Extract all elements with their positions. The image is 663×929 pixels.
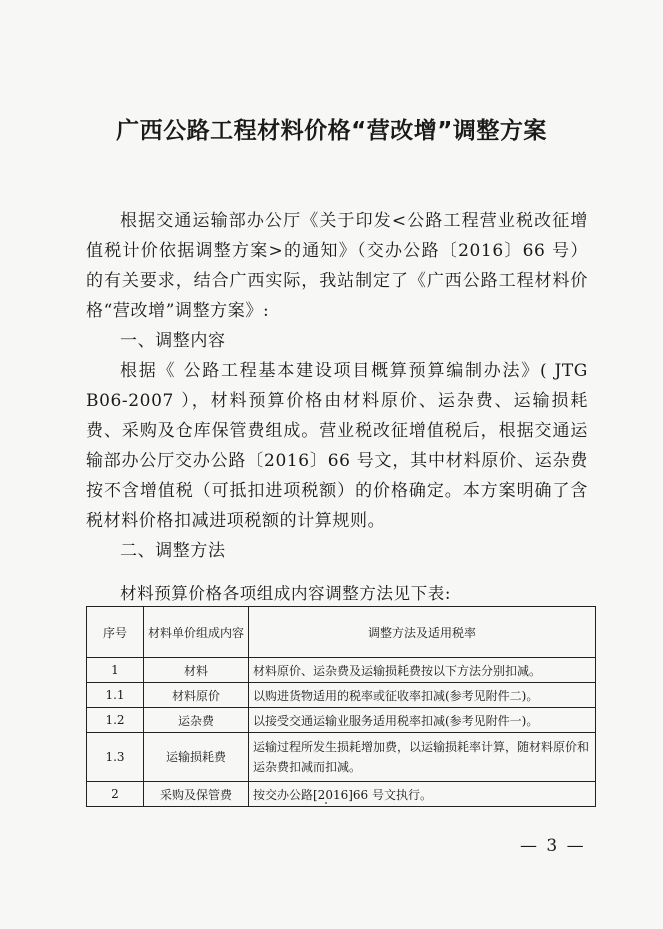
document-title: 广西公路工程材料价格“营改增”调整方案 bbox=[116, 118, 547, 144]
table-row bbox=[87, 683, 596, 708]
intro-paragraph: 根据交通运输部办公厅《关于印发<公路工程营业税改征增值税计价依据调整方案>的通知》（交办公路〔2016〕66 号）的有关要求，结合广西实际，我站制定了《广西公路工程材料价格“营改增”调整方案》: bbox=[86, 211, 588, 321]
row-seq: 1.3 bbox=[87, 733, 144, 782]
section-1-heading: 一、调整内容 bbox=[120, 331, 226, 351]
header-seq: 序号 bbox=[87, 607, 144, 658]
row-item: 材料原价 bbox=[144, 683, 249, 708]
table-row bbox=[87, 708, 596, 733]
header-method: 调整方法及适用税率 bbox=[249, 607, 596, 658]
row-method: 以购进货物适用的税率或征收率扣减(参考见附件二)。 bbox=[249, 683, 596, 708]
row-method: 按交办公路[2016]66 号文执行。 bbox=[249, 782, 596, 807]
page-number: — 3 — bbox=[520, 836, 586, 856]
section-1-paragraph: 根据《 公路工程基本建设项目概算预算编制办法》( JTG B06-2007 ），材料预算价格由材料原价、运杂费、运输损耗费、采购及仓库保管费组成。营业税改征增值税后，根据交通运输部办公厅交办公路〔2016〕66 号文，其中材料原价、运杂费按不含增值税（可抵扣进项税额）的价格确定。本方案明确了含税材料价格扣减进项税额的计算规则。 bbox=[86, 361, 588, 531]
table-row bbox=[87, 658, 596, 683]
row-seq: 1 bbox=[87, 658, 144, 683]
table-caption: 材料预算价格各项组成内容调整方法见下表: bbox=[120, 584, 452, 603]
row-seq: 2 bbox=[87, 782, 144, 807]
row-item: 材料 bbox=[144, 658, 249, 683]
adjustment-table bbox=[86, 606, 596, 807]
row-item: 运输损耗费 bbox=[144, 733, 249, 782]
row-item: 运杂费 bbox=[144, 708, 249, 733]
row-seq: 1.1 bbox=[87, 683, 144, 708]
table-row bbox=[87, 782, 596, 807]
row-method: 以接受交通运输业服务适用税率扣减(参考见附件一)。 bbox=[249, 708, 596, 733]
table-header-row bbox=[87, 607, 596, 658]
row-seq: 1.2 bbox=[87, 708, 144, 733]
document-body bbox=[86, 206, 588, 566]
header-item: 材料单价组成内容 bbox=[144, 607, 249, 658]
row-method: 运输过程所发生损耗增加费，以运输损耗率计算，随材料原价和运杂费扣减而扣减。 bbox=[249, 733, 596, 782]
table-row bbox=[87, 733, 596, 782]
section-2-heading: 二、调整方法 bbox=[120, 541, 226, 561]
row-item: 采购及保管费 bbox=[144, 782, 249, 807]
row-method: 材料原价、运杂费及运输损耗费按以下方法分别扣减。 bbox=[249, 658, 596, 683]
scan-speck bbox=[325, 802, 327, 804]
